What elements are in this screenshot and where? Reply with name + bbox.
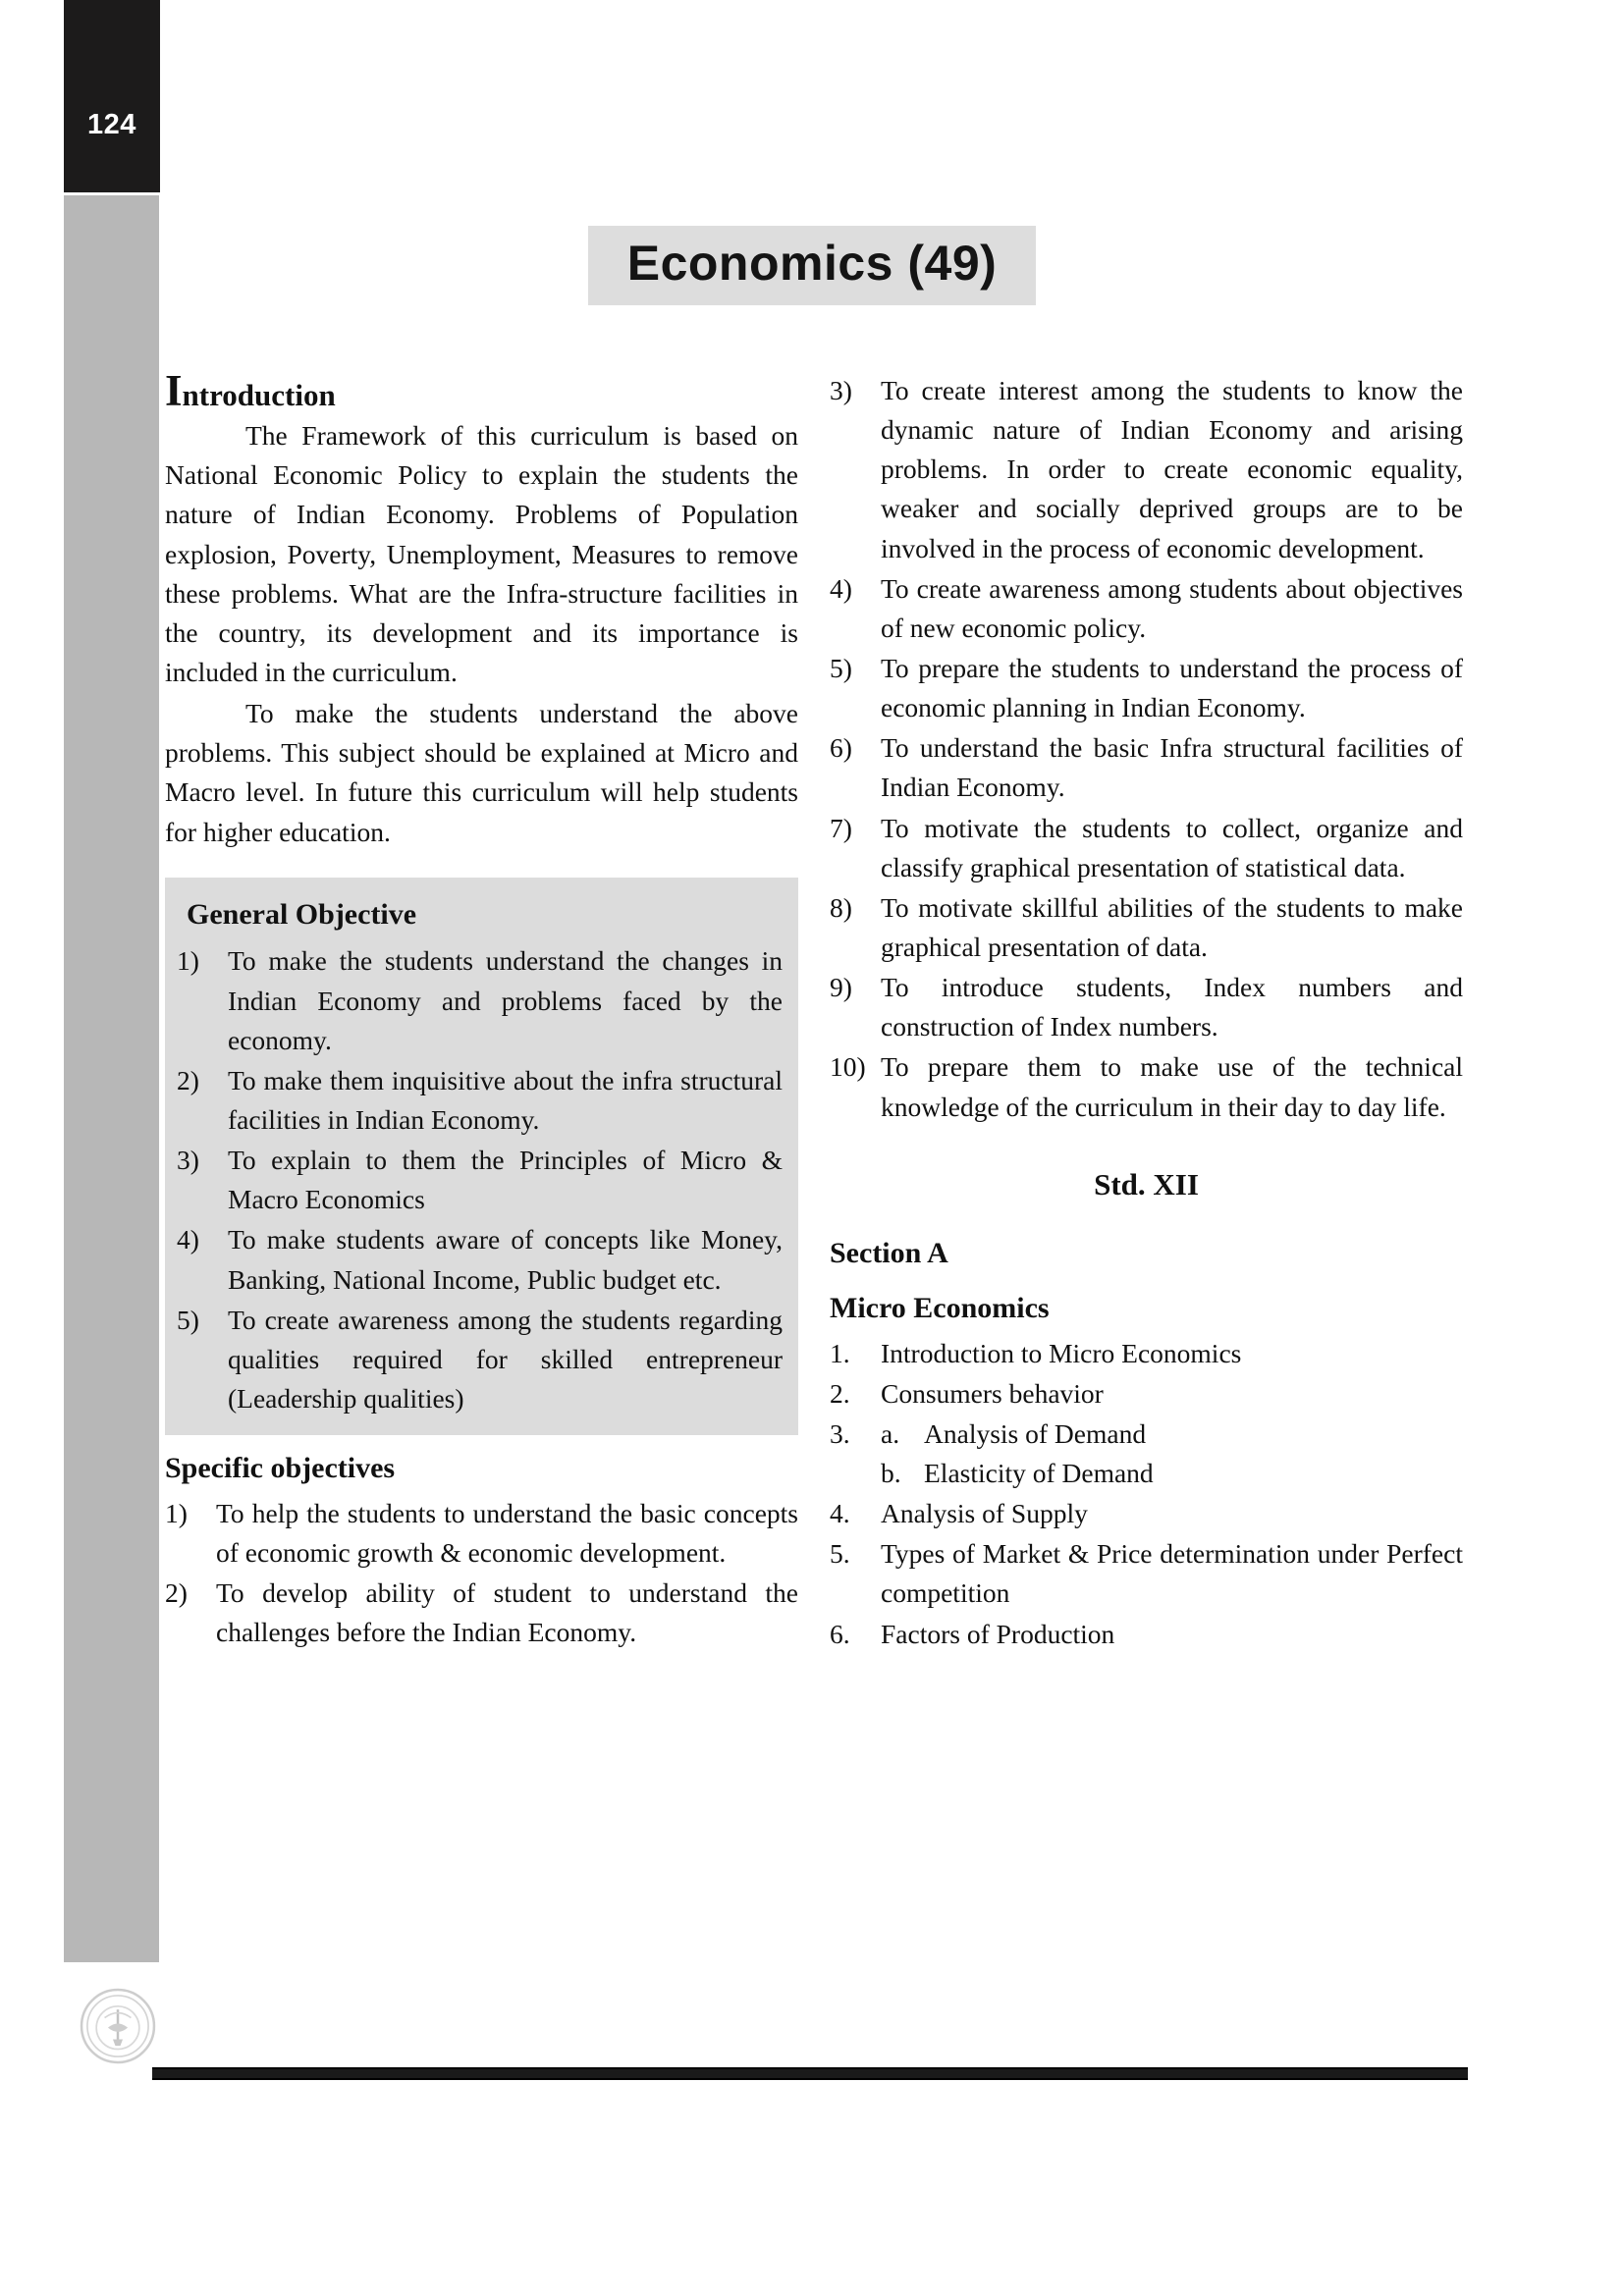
list-item	[830, 809, 1463, 887]
list-item	[830, 888, 1463, 967]
list-item-text: To create awareness among students about objectives of new economic policy.	[881, 572, 1463, 643]
left-side-bar	[64, 195, 159, 1962]
sub-list-item	[881, 1454, 1463, 1493]
list-item-text: To develop ability of student to understand the challenges before the Indian Economy.	[216, 1577, 798, 1648]
list-item-marker: 6)	[830, 732, 852, 764]
list-item-text: To help the students to understand the basic concepts of economic growth & economic development.	[216, 1497, 798, 1569]
list-item-text: To introduce students, Index numbers and construction of Index numbers.	[881, 972, 1463, 1042]
list-item	[177, 1061, 783, 1140]
list-item	[165, 1494, 798, 1573]
page-title: Economics (49)	[588, 226, 1037, 305]
list-item-marker: 4)	[830, 572, 852, 604]
list-item	[177, 941, 783, 1059]
list-item-marker: 1)	[177, 945, 199, 977]
introduction-dropcap: I	[165, 366, 183, 415]
list-item-subitems	[881, 1415, 1463, 1493]
list-item	[830, 649, 1463, 727]
list-item	[177, 1220, 783, 1299]
list-item	[830, 1334, 1463, 1373]
list-item	[830, 1047, 1463, 1126]
list-item-text: To make students aware of concepts like Money, Banking, National Income, Public budget etc.	[228, 1224, 783, 1295]
list-item-marker: 10)	[830, 1051, 866, 1083]
introduction-heading	[165, 366, 798, 415]
page-title-container	[159, 226, 1465, 305]
list-item-marker: 9)	[830, 972, 852, 1003]
list-item-marker: 8)	[830, 891, 852, 923]
list-item-text: Analysis of Supply	[881, 1498, 1088, 1529]
list-item-marker: 3.	[830, 1417, 850, 1449]
list-item-marker: 2.	[830, 1377, 850, 1409]
list-item-text: Consumers behavior	[881, 1377, 1104, 1409]
standard-heading: Std. XII	[1094, 1166, 1199, 1201]
specific-objectives-list	[165, 1494, 798, 1653]
list-item	[177, 1301, 783, 1418]
list-item-text: To create awareness among the students regarding qualities required for skilled entrepreneur (Leadership qualities)	[228, 1304, 783, 1414]
list-item-text: Types of Market & Price determination under Perfect competition	[881, 1538, 1463, 1609]
page-number: 124	[87, 109, 136, 140]
list-item	[830, 728, 1463, 807]
general-objective-panel	[165, 878, 798, 1435]
list-item-text: To make them inquisitive about the infra structural facilities in Indian Economy.	[228, 1064, 783, 1135]
list-item	[830, 1534, 1463, 1613]
introduction-paragraph-2: To make the students understand the above problems. This subject should be explained at Micro and Macro level. In future this curriculum will help students for higher education.	[165, 698, 798, 847]
sub-list-item-marker: a.	[881, 1417, 900, 1449]
sub-list-item-marker: b.	[881, 1457, 901, 1488]
syllabus-list	[830, 1334, 1463, 1654]
list-item-text: To prepare them to make use of the technical knowledge of the curriculum in their day to day life.	[881, 1051, 1463, 1122]
list-item-text: Factors of Production	[881, 1618, 1115, 1649]
sub-list-item	[881, 1415, 1463, 1454]
introduction-paragraph-1: The Framework of this curriculum is based on National Economic Policy to explain the students the nature of Indian Economy. Problems of Population explosion, Poverty, Unemployment, Measures to remove these problems. What are the Infra-structure facilities in the country, its development and its importance is included in the curriculum.	[165, 420, 798, 687]
list-item	[177, 1141, 783, 1219]
list-item-marker: 3)	[830, 375, 852, 405]
list-item-marker: 5)	[177, 1304, 199, 1335]
general-objective-heading: General Objective	[187, 897, 417, 931]
list-item-marker: 1.	[830, 1337, 850, 1368]
list-item-marker: 7)	[830, 812, 852, 843]
list-item-text: To create interest among the students to know the dynamic nature of Indian Economy and arising problems. In order to create economic equality, weaker and socially deprived groups are to be involved in the process of economic development.	[881, 375, 1463, 563]
specific-objectives-heading: Specific objectives	[165, 1452, 396, 1485]
right-column	[830, 371, 1463, 1655]
list-item-marker: 4)	[177, 1224, 199, 1255]
list-item-text: To motivate the students to collect, organize and classify graphical presentation of statistical data.	[881, 812, 1463, 882]
sub-list-item-text: Analysis of Demand	[924, 1417, 1147, 1449]
list-item-text: Introduction to Micro Economics	[881, 1337, 1242, 1368]
left-column	[165, 366, 798, 1653]
institution-seal-icon	[77, 1985, 159, 2067]
specific-objectives-continued-list	[830, 371, 1463, 1127]
sub-list-item-text: Elasticity of Demand	[924, 1457, 1154, 1488]
list-item-marker: 5.	[830, 1538, 850, 1570]
list-item-text: To make the students understand the changes in Indian Economy and problems faced by the economy.	[228, 945, 783, 1055]
page-number-tab	[64, 0, 160, 192]
list-item	[830, 371, 1463, 568]
list-item-marker: 5)	[830, 652, 852, 683]
subject-heading: Micro Economics	[830, 1291, 1050, 1324]
footer-rule	[152, 2067, 1468, 2080]
list-item-marker: 1)	[165, 1497, 188, 1528]
list-item-text: To explain to them the Principles of Micro & Macro Economics	[228, 1145, 783, 1215]
list-item-marker: 2)	[177, 1064, 199, 1095]
section-heading: Section A	[830, 1236, 948, 1269]
list-item	[830, 569, 1463, 648]
introduction-heading-rest: ntroduction	[182, 378, 336, 412]
list-item	[830, 1374, 1463, 1414]
list-item-text: To motivate skillful abilities of the students to make graphical presentation of data.	[881, 891, 1463, 962]
list-item	[830, 1615, 1463, 1654]
list-item	[830, 968, 1463, 1046]
list-item-marker: 4.	[830, 1498, 850, 1529]
list-item	[830, 1415, 1463, 1493]
list-item-marker: 2)	[165, 1577, 188, 1609]
list-item	[165, 1574, 798, 1652]
list-item-text: To understand the basic Infra structural facilities of Indian Economy.	[881, 732, 1463, 803]
list-item-marker: 3)	[177, 1145, 199, 1176]
general-objective-list	[177, 941, 783, 1418]
list-item	[830, 1494, 1463, 1533]
list-item-text: To prepare the students to understand the process of economic planning in Indian Economy.	[881, 652, 1463, 723]
list-item-marker: 6.	[830, 1618, 850, 1649]
